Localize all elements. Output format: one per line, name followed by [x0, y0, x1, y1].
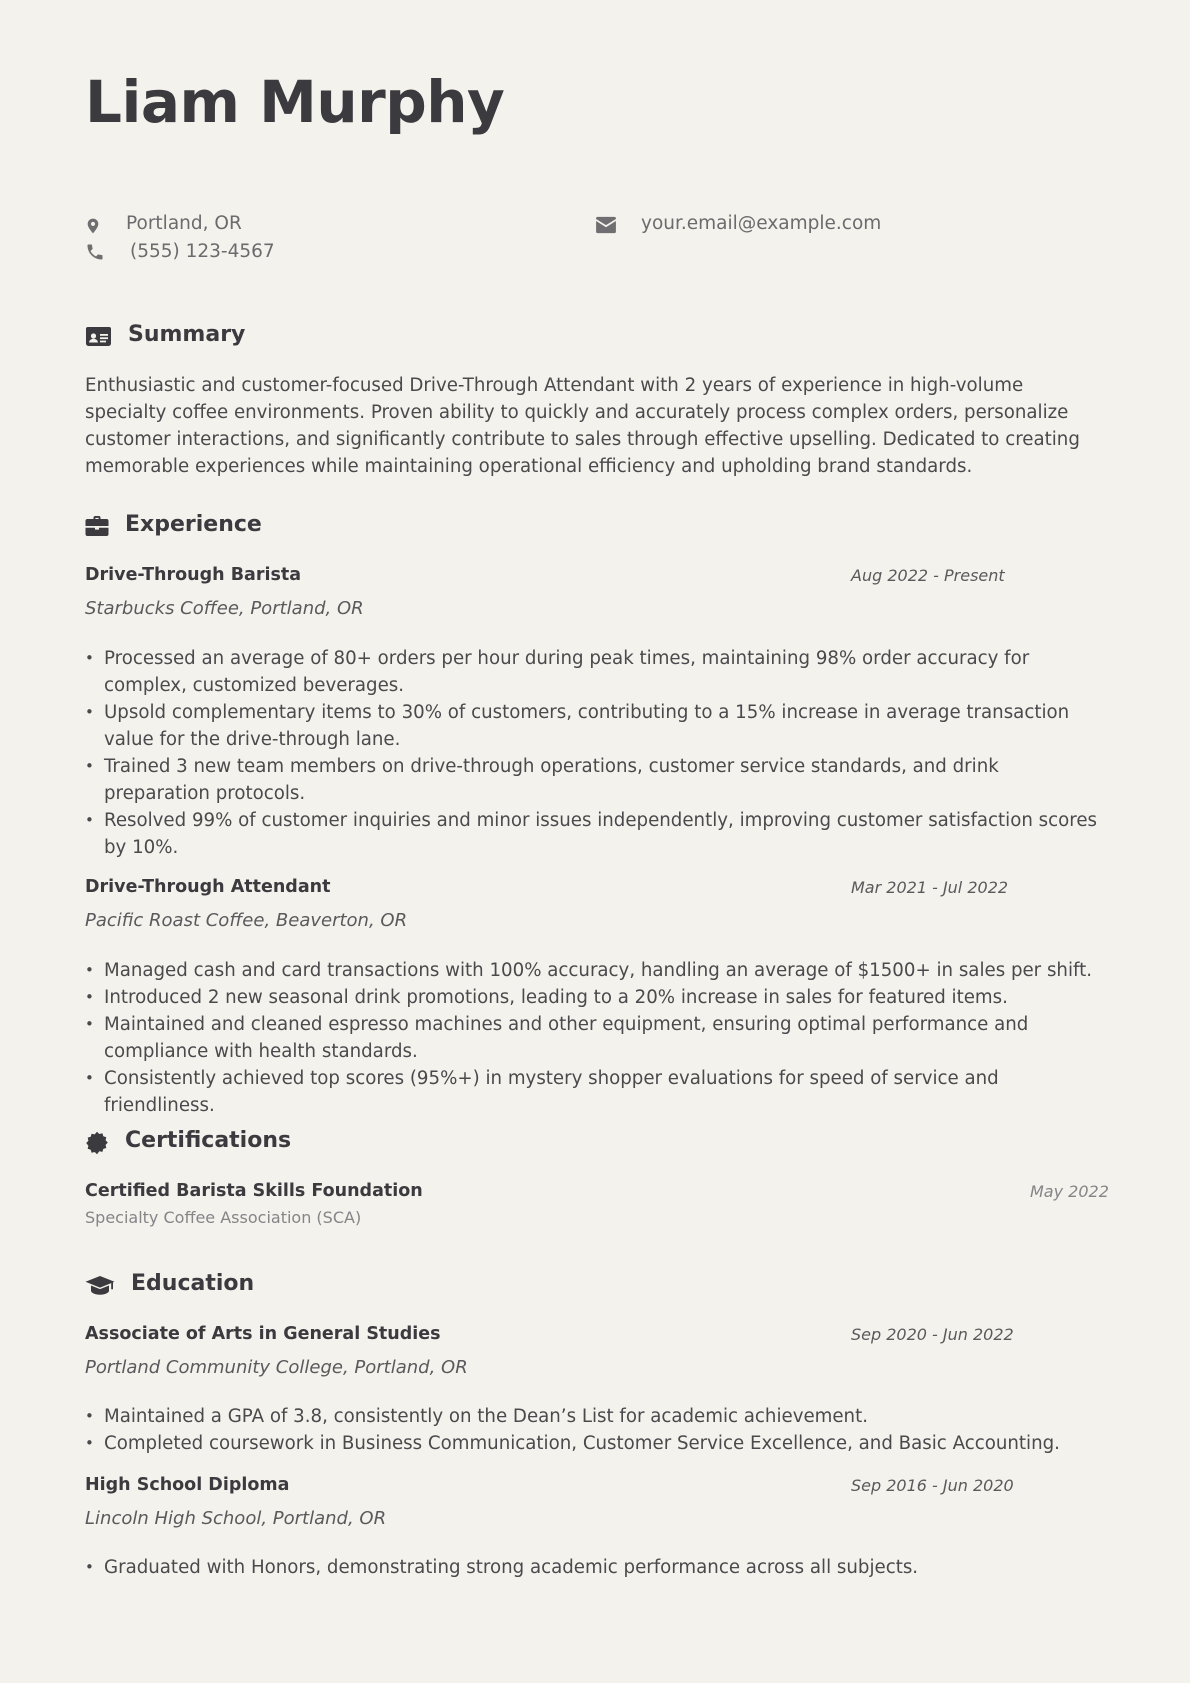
list-item: • Resolved 99% of customer inquiries and minor issues independently, improving customer satisfaction scores by 10%.	[85, 807, 1105, 861]
contact-location	[85, 213, 385, 239]
list-item: • Trained 3 new team members on drive-through operations, customer service standards, and drink preparation protocols.	[85, 753, 1105, 807]
location-text: Portland, OR	[126, 213, 242, 234]
job-bullets	[85, 957, 1105, 1119]
map-pin-icon	[85, 215, 101, 237]
job-title: Drive-Through Barista	[85, 565, 302, 585]
certification-name: Certified Barista Skills Foundation	[85, 1181, 423, 1201]
list-item: • Maintained and cleaned espresso machines and other equipment, ensuring optimal performance and compliance with health standards.	[85, 1011, 1105, 1065]
degree-title: Associate of Arts in General Studies	[85, 1324, 441, 1344]
education-dates: Sep 2016 - Jun 2020	[851, 1476, 1014, 1495]
job-dates: Aug 2022 - Present	[851, 566, 1005, 585]
section-header-education	[85, 1271, 385, 1301]
job-bullets	[85, 645, 1105, 861]
job-company: Starbucks Coffee, Portland, OR	[85, 598, 364, 619]
certification-issuer: Specialty Coffee Association (SCA)	[85, 1208, 362, 1227]
certificate-icon	[85, 1131, 109, 1155]
job-title: Drive-Through Attendant	[85, 877, 331, 897]
contact-phone	[85, 241, 385, 267]
id-card-icon	[85, 326, 112, 348]
job-dates: Mar 2021 - Jul 2022	[851, 878, 1009, 897]
list-item: • Upsold complementary items to 30% of customers, contributing to a 15% increase in average transaction value for the drive-through lane.	[85, 699, 1105, 753]
section-title-experience: Experience	[125, 512, 262, 537]
section-header-summary	[85, 322, 385, 352]
email-link[interactable]: your.email@example.com	[641, 213, 882, 234]
section-title-summary: Summary	[128, 322, 246, 347]
school-name: Lincoln High School, Portland, OR	[85, 1508, 387, 1529]
education-bullets	[85, 1554, 1105, 1581]
graduation-cap-icon	[85, 1275, 115, 1297]
contact-email	[595, 213, 995, 239]
briefcase-icon	[85, 515, 109, 537]
list-item: • Introduced 2 new seasonal drink promotions, leading to a 20% increase in sales for featured items.	[85, 984, 1105, 1011]
section-header-experience	[85, 512, 385, 542]
job-company: Pacific Roast Coffee, Beaverton, OR	[85, 910, 408, 931]
degree-title: High School Diploma	[85, 1475, 290, 1495]
phone-text: (555) 123-4567	[130, 241, 275, 262]
certification-date: May 2022	[1030, 1182, 1109, 1201]
phone-icon	[85, 242, 105, 262]
envelope-icon	[595, 216, 617, 234]
school-name: Portland Community College, Portland, OR	[85, 1357, 468, 1378]
education-dates: Sep 2020 - Jun 2022	[851, 1325, 1014, 1344]
summary-text: Enthusiastic and customer-focused Drive-Through Attendant with 2 years of experience in high-volume specialty coffee environments. Proven ability to quickly and accurately process complex orders, personalize customer interactions, and significantly contribute to sales through effective upselling. Dedicated to creating memorable experiences while maintaining operational efficiency and upholding brand standards.	[85, 375, 1080, 477]
candidate-name: Liam Murphy	[85, 68, 505, 136]
list-item: • Consistently achieved top scores (95%+) in mystery shopper evaluations for speed of service and friendliness.	[85, 1065, 1105, 1119]
list-item: • Graduated with Honors, demonstrating strong academic performance across all subjects.	[85, 1554, 1105, 1581]
list-item: • Managed cash and card transactions with 100% accuracy, handling an average of $1500+ in sales per shift.	[85, 957, 1105, 984]
section-title-certifications: Certifications	[125, 1128, 292, 1153]
education-bullets	[85, 1403, 1105, 1457]
section-title-education: Education	[131, 1271, 255, 1296]
list-item: • Processed an average of 80+ orders per hour during peak times, maintaining 98% order accuracy for complex, customized beverages.	[85, 645, 1105, 699]
list-item: • Maintained a GPA of 3.8, consistently on the Dean’s List for academic achievement.	[85, 1403, 1105, 1430]
section-header-certifications	[85, 1128, 385, 1158]
list-item: • Completed coursework in Business Communication, Customer Service Excellence, and Basic Accounting.	[85, 1430, 1105, 1457]
